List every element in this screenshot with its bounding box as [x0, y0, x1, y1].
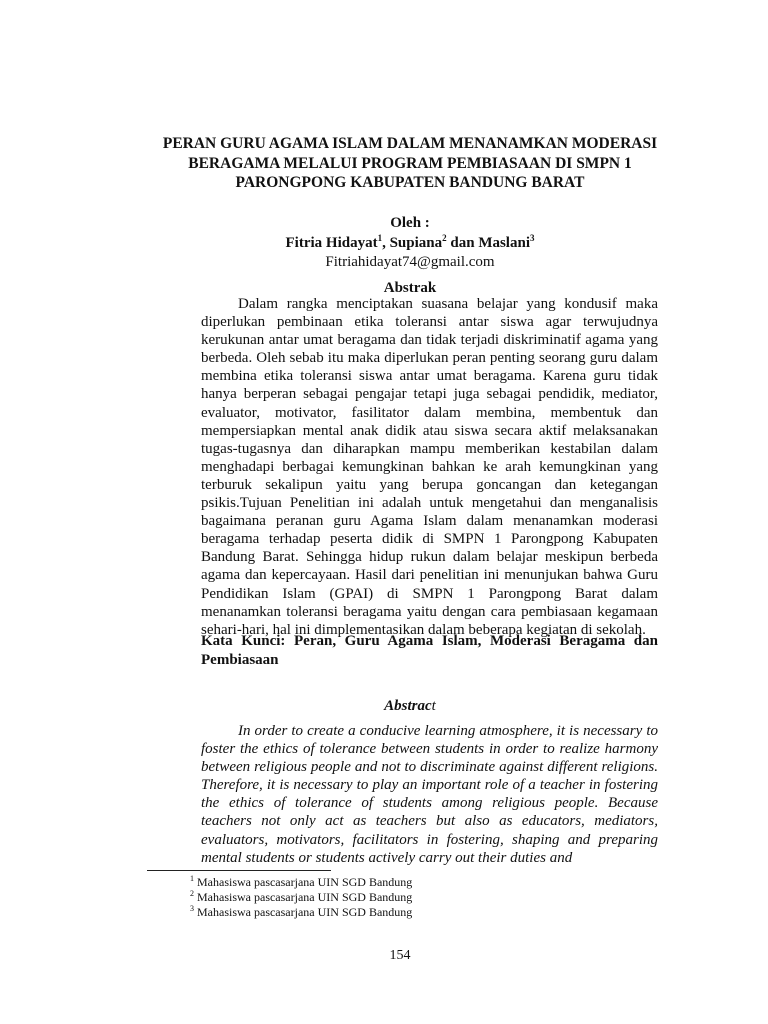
- title-line-3: PARONGPONG KABUPATEN BANDUNG BARAT: [235, 174, 585, 191]
- abstract-body: In order to create a conducive learning atmosphere, it is necessary to foster the ethics of tolerance between students in order to realize harmony between religious people and not to discriminate against different religions. Therefore, it is necessary to play an important role of a teacher in fostering the ethics of tolerance of students among religious people. Because teachers not only act as teachers but also as educators, mediators, evaluators, motivators, facilitators in fostering, shaping and preparing mental students or students actively carry out their duties and: [201, 723, 658, 866]
- author-email[interactable]: Fitriahidayat74@gmail.com: [325, 254, 495, 270]
- byline: [150, 214, 670, 273]
- footnote-mark: 1: [190, 874, 194, 883]
- author-list: [150, 234, 670, 254]
- paper-title: [150, 134, 670, 193]
- abstract-heading-main: Abstrac: [384, 698, 432, 714]
- footnote-divider: [147, 870, 331, 871]
- author-separator: dan: [446, 234, 479, 251]
- footnote-item: [190, 905, 412, 920]
- abstrak-body: Dalam rangka menciptakan suasana belajar yang kondusif maka diperlukan pembinaan etika toleransi antar siswa agar terwujudnya kerukunan antar umat beragama dan tidak terjadi diskriminatif agama yang berbeda. Oleh sebab itu maka diperlukan peran penting seorang guru dalam membina etika toleransi siswa antar umat beragama. Karena guru tidak hanya berperan sebagai pengajar tetapi juga sebagai pendidik, mediator, evaluator, motivator, fasilitator dalam membina, membentuk dan mempersiapkan mental anak didik atau siswa secara aktif melaksanakan tugas-tugasnya dan diharapkan mampu memberikan kestabilan dalam menghadapi berbagai kemungkinan bahkan ke arah kemungkinan yang terburuk sekalipun yaitu yang berupa goncangan dan ketegangan psikis.Tujuan Penelitian ini adalah untuk mengetahui dan menganalisis bagaimana peranan guru Agama Islam dalam menanamkan moderasi beragama terhadap peserta didik di SMPN 1 Parongpong Kabupaten Bandung Barat. Sehingga hidup rukun dalam belajar meskipun berbeda agama dan kepercayaan. Hasil dari penelitian ini menunjukan bahwa Guru Pendidikan Islam (GPAI) di SMPN 1 Parongpong Barat dalam menanamkan toleransi beragama yaitu dengan cara pembiasaan kegamaan sehari-hari, hal ini dimplementasikan dalam beberapa kegiatan di sekolah.: [201, 296, 658, 638]
- author-3: Maslani: [478, 234, 530, 251]
- oleh-label: Oleh :: [390, 215, 430, 231]
- footnote-item: [190, 890, 412, 905]
- author-2-footnote-mark[interactable]: 2: [442, 232, 447, 243]
- author-3-footnote-mark[interactable]: 3: [530, 232, 535, 243]
- author-2: Supiana: [389, 234, 443, 251]
- footnote-mark: 2: [190, 889, 194, 898]
- footnote-text: Mahasiswa pascasarjana UIN SGD Bandung: [197, 890, 413, 904]
- title-line-1: PERAN GURU AGAMA ISLAM DALAM MENANAMKAN MODERASI: [162, 135, 658, 152]
- footnote-item: [190, 875, 412, 890]
- page-number: 154: [389, 948, 411, 963]
- footnotes: [190, 875, 412, 920]
- abstract-heading: [150, 697, 670, 716]
- footnote-text: Mahasiswa pascasarjana UIN SGD Bandung: [197, 905, 413, 919]
- abstrak-heading: Abstrak: [383, 280, 437, 296]
- keywords: Kata Kunci: Peran, Guru Agama Islam, Moderasi Beragama dan Pembiasaan: [201, 633, 658, 668]
- author-1-footnote-mark[interactable]: 1: [377, 232, 383, 243]
- footnote-text: Mahasiswa pascasarjana UIN SGD Bandung: [197, 875, 413, 889]
- abstract-heading-tail: t: [431, 698, 436, 714]
- author-1: Fitria Hidayat: [285, 234, 378, 251]
- footnote-mark: 3: [190, 904, 194, 913]
- title-line-2: BERAGAMA MELALUI PROGRAM PEMBIASAAN DI SMPN 1: [188, 154, 632, 172]
- author-separator: ,: [382, 234, 390, 251]
